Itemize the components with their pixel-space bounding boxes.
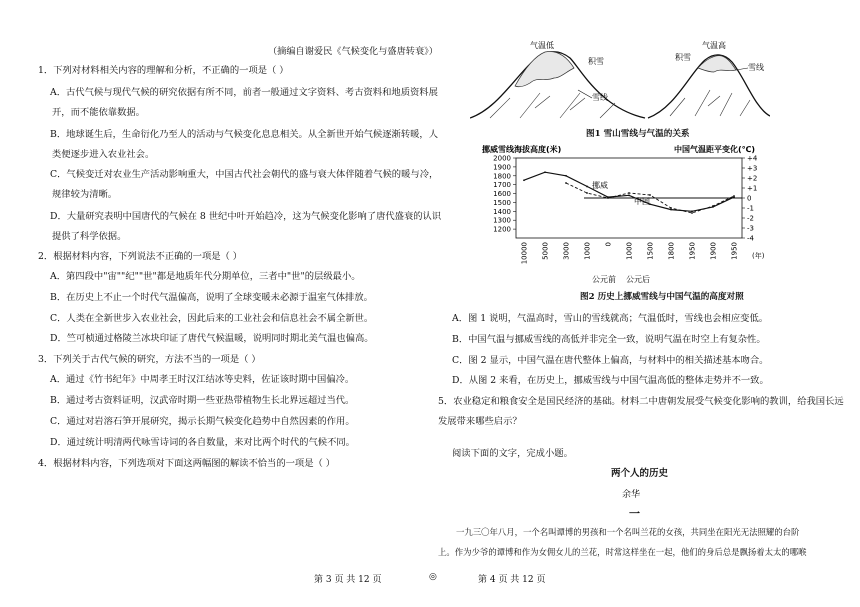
fig1-right-snow-label: 积雪 <box>675 53 691 62</box>
q1-option-b-cont: 类便逐步进入农业社会。 <box>52 149 155 160</box>
series-label-china: 中国 <box>634 197 650 206</box>
q4-option-b: B．中国气温与挪威雪线的高低并非完全一致，说明气温在时空上有复杂性。 <box>452 334 766 345</box>
q3-option-b: B．通过考古资料证明，汉武帝时期一些亚热带植物生长北界远超过当代。 <box>50 395 355 406</box>
left-tick-label: 2000 <box>493 154 511 163</box>
question-3-stem: 3．下列关于古代气候的研究，方法不当的一项是（ ） <box>38 354 261 365</box>
figure-2-chart <box>474 140 780 290</box>
right-tick-label: +2 <box>747 174 758 183</box>
norway-point <box>586 186 588 188</box>
norway-point <box>565 175 567 177</box>
question-2-stem: 2．根据材料内容，下列说法不正确的一项是（ ） <box>38 251 243 262</box>
x-label-ad: 公元后 <box>626 275 650 284</box>
q4-option-d: D．从图 2 来看，在历史上，挪威雪线与中国气温高低的整体走势并不一致。 <box>452 375 769 386</box>
china-point <box>733 195 735 197</box>
fig1-right-title: 气温高 <box>702 41 726 50</box>
question-5-line1: 5．农业稳定和粮食安全是国民经济的基础。材料二中唐朝发展受气候变化影响的教训，给我国长远 <box>438 396 844 407</box>
q2-option-c: C．人类在全新世步入农业社会，因此后来的工业社会和信息社会不属全新世。 <box>50 313 374 324</box>
x-tick-label: 1000 <box>583 242 592 260</box>
left-tick-label: 1800 <box>493 172 511 181</box>
question-4-stem: 4．根据材料内容，下列选项对下面这两幅图的解读不恰当的一项是（ ） <box>38 458 336 469</box>
figure-2-caption: 图2 历史上挪威雪线与中国气温的高度对照 <box>580 292 744 302</box>
q3-option-d: D．通过统计明清两代咏雪诗词的各自数量，来对比两个时代的气候不同。 <box>50 437 355 448</box>
x-tick-label: 1800 <box>667 242 676 260</box>
china-point <box>628 192 630 194</box>
q1-option-c-cont: 规律较为清晰。 <box>52 189 118 200</box>
x-tick-label: 1950 <box>688 242 697 260</box>
story-author: 余华 <box>622 490 641 500</box>
china-point <box>586 192 588 194</box>
fig1-right-line-label: 雪线 <box>748 63 764 72</box>
china-point <box>670 207 672 209</box>
question-5-line2: 发展带来哪些启示？ <box>438 416 522 427</box>
left-tick-label: 1500 <box>493 198 511 207</box>
mountain-low-temp <box>470 52 645 118</box>
q3-option-a: A．通过《竹书纪年》中周孝王时汉江结冰等史料，佐证该时期中国偏冷。 <box>50 374 355 385</box>
q1-option-d-cont: 提供了科学依据。 <box>52 231 127 242</box>
story-chapter: 一 <box>629 507 640 520</box>
q1-option-d: D．大量研究表明中国唐代的气候在 8 世纪中叶开始趋冷，这为气候变化影响了唐代盛衰的认识 <box>50 211 442 222</box>
right-tick-label: +3 <box>747 164 758 173</box>
q4-option-a: A．图 1 说明，气温高时，雪山的雪线就高；气温低时，雪线也会相应变低。 <box>452 313 769 324</box>
right-tick-label: +4 <box>747 154 758 163</box>
q3-option-c: C．通过对岩溶石笋开展研究，揭示长期气候变化趋势中自然因素的作用。 <box>50 416 355 427</box>
story-title: 两个人的历史 <box>611 468 669 479</box>
left-tick-label: 1400 <box>493 207 511 216</box>
x-tick-label: 1900 <box>709 242 718 260</box>
china-point <box>607 197 609 199</box>
fig1-left-snow-label: 积雪 <box>588 57 604 66</box>
norway-point <box>670 209 672 211</box>
left-tick-label: 1600 <box>493 190 511 199</box>
right-tick-label: -1 <box>747 204 754 213</box>
fig1-left-line-label: 雪线 <box>592 93 608 102</box>
source-note: （摘编自谢爱民《气候变化与盛唐转衰》） <box>268 46 438 57</box>
page-footer-left: 第 3 页 共 12 页 <box>314 575 382 585</box>
story-line-2: 上。作为少爷的谭博和作为女佣女儿的兰花，时常这样坐在一起，他们的身后总是飘扬着太太的哪喉 <box>438 547 807 557</box>
x-tick-label: 0 <box>604 242 613 247</box>
left-tick-label: 1900 <box>493 163 511 172</box>
x-tick-label: 1500 <box>646 242 655 260</box>
right-axis-title: 中国气温距平变化(℃) <box>674 145 755 154</box>
china-point <box>691 212 693 214</box>
right-tick-label: +1 <box>747 184 758 193</box>
x-tick-label: 3000 <box>562 242 571 260</box>
q4-option-c: C．图 2 显示，中国气温在唐代整体上偏高，与材料中的相关描述基本吻合。 <box>452 355 769 366</box>
x-label-bc: 公元前 <box>592 275 616 284</box>
norway-point <box>523 179 525 181</box>
series-label-norway: 挪威 <box>592 181 608 190</box>
story-line-1: 一九三〇年八月，一个名叫谭博的男孩和一个名叫兰花的女孩，共同坐在阳光无法照耀的台阶 <box>456 527 800 537</box>
right-tick-label: -3 <box>747 224 754 233</box>
question-1-stem: 1．下列对材料相关内容的理解和分析，不正确的一项是（ ） <box>38 65 289 76</box>
page-footer-right: 第 4 页 共 12 页 <box>478 575 546 585</box>
left-axis-title: 挪威雪线海拔高度(米) <box>482 145 562 154</box>
q1-option-a-cont: 开，而不能依靠数据。 <box>52 107 145 118</box>
q1-option-c: C．气候变迁对农业生产活动影响重大，中国古代社会朝代的盛与衰大体伴随着气候的暖与冷， <box>50 169 439 180</box>
x-tick-label: 1000 <box>625 242 634 260</box>
left-tick-label: 1300 <box>493 216 511 225</box>
right-tick-label: 0 <box>747 194 752 203</box>
x-tick-label: 5000 <box>541 242 550 260</box>
norway-point <box>628 194 630 196</box>
right-tick-label: -2 <box>747 214 754 223</box>
x-unit: (年) <box>752 252 765 260</box>
q2-option-d: D．竺可桢通过格陵兰冰块印证了唐代气候温暖，说明同时期北美气温也偏高。 <box>50 333 374 344</box>
q2-option-b: B．在历史上不止一个时代气温偏高，说明了全球变暖未必源于温室气体排放。 <box>50 292 373 303</box>
q1-option-b: B．地球诞生后，生命衍化乃至人的活动与气候变化息息相关。从全新世开始气候逐渐转暖，人 <box>50 129 439 140</box>
right-tick-label: -4 <box>747 234 754 243</box>
reading-intro: 阅读下面的文字，完成小题。 <box>452 448 573 459</box>
china-point <box>565 182 567 184</box>
q2-option-a: A．第四段中"宙""纪""世"都是地质年代分期单位，三者中"世"的层级最小。 <box>50 271 361 282</box>
x-tick-label: 10000 <box>520 242 529 265</box>
series-line-norway <box>524 172 734 211</box>
figure-1-caption: 图1 雪山雪线与气温的关系 <box>586 129 690 139</box>
page-footer-mid: ◎ <box>429 572 437 582</box>
norway-point <box>544 171 546 173</box>
x-tick-label: 1950 <box>730 242 739 260</box>
china-point <box>649 194 651 196</box>
left-tick-label: 1200 <box>493 225 511 234</box>
figure-1-snow-mountains <box>470 38 770 128</box>
china-point <box>712 205 714 207</box>
q1-option-a: A．古代气候与现代气候的研究依据有所不同，前者一般通过文字资料、考古资料和地质资料展 <box>50 87 438 98</box>
fig1-left-title: 气温低 <box>530 41 554 50</box>
norway-point <box>691 210 693 212</box>
left-tick-label: 1700 <box>493 181 511 190</box>
